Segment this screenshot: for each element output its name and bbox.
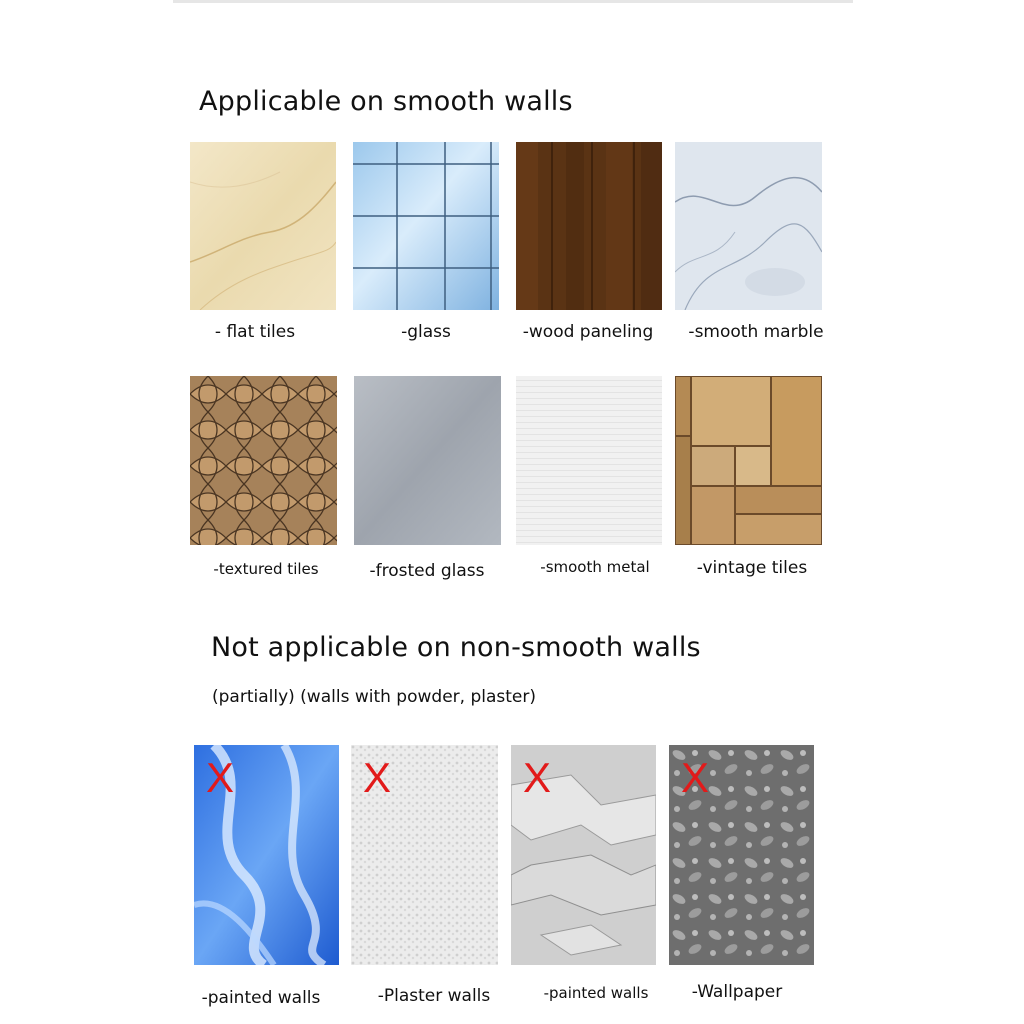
caption-textured-tiles: -textured tiles bbox=[213, 560, 319, 578]
x-mark-icon: X bbox=[363, 754, 392, 801]
tile-flat-tiles bbox=[190, 142, 336, 310]
caption-vintage-tiles: -vintage tiles bbox=[696, 558, 808, 578]
tile-glass bbox=[353, 142, 499, 310]
caption-plaster-walls: -Plaster walls bbox=[377, 986, 491, 1006]
tile-painted-walls-blue bbox=[194, 745, 339, 965]
x-mark-icon: X bbox=[523, 754, 552, 801]
top-divider bbox=[173, 0, 853, 3]
caption-glass: -glass bbox=[401, 322, 451, 342]
tile-peeling-paint bbox=[511, 745, 656, 965]
caption-painted-walls-2: -painted walls bbox=[543, 984, 649, 1002]
applicable-heading: Applicable on smooth walls bbox=[199, 86, 573, 117]
not-applicable-heading: Not applicable on non-smooth walls bbox=[211, 632, 701, 663]
tile-wallpaper bbox=[669, 745, 814, 965]
not-applicable-note: (partially) (walls with powder, plaster) bbox=[212, 687, 536, 707]
x-mark-icon: X bbox=[206, 754, 235, 801]
tile-frosted-glass bbox=[354, 376, 501, 545]
tile-wood-paneling bbox=[516, 142, 662, 310]
tile-smooth-marble bbox=[675, 142, 822, 310]
caption-wood-paneling: -wood paneling bbox=[522, 322, 654, 342]
caption-painted-walls-1: -painted walls bbox=[201, 988, 321, 1008]
tile-textured-tiles bbox=[190, 376, 337, 545]
tile-smooth-metal bbox=[516, 376, 662, 545]
tile-plaster-walls bbox=[351, 745, 498, 965]
caption-smooth-marble: -smooth marble bbox=[688, 322, 824, 342]
x-mark-icon: X bbox=[681, 754, 710, 801]
caption-frosted-glass: -frosted glass bbox=[369, 561, 485, 581]
caption-smooth-metal: -smooth metal bbox=[540, 558, 650, 576]
tile-vintage-tiles bbox=[675, 376, 822, 545]
caption-wallpaper: -Wallpaper bbox=[691, 982, 783, 1002]
caption-flat-tiles: - flat tiles bbox=[214, 322, 296, 342]
